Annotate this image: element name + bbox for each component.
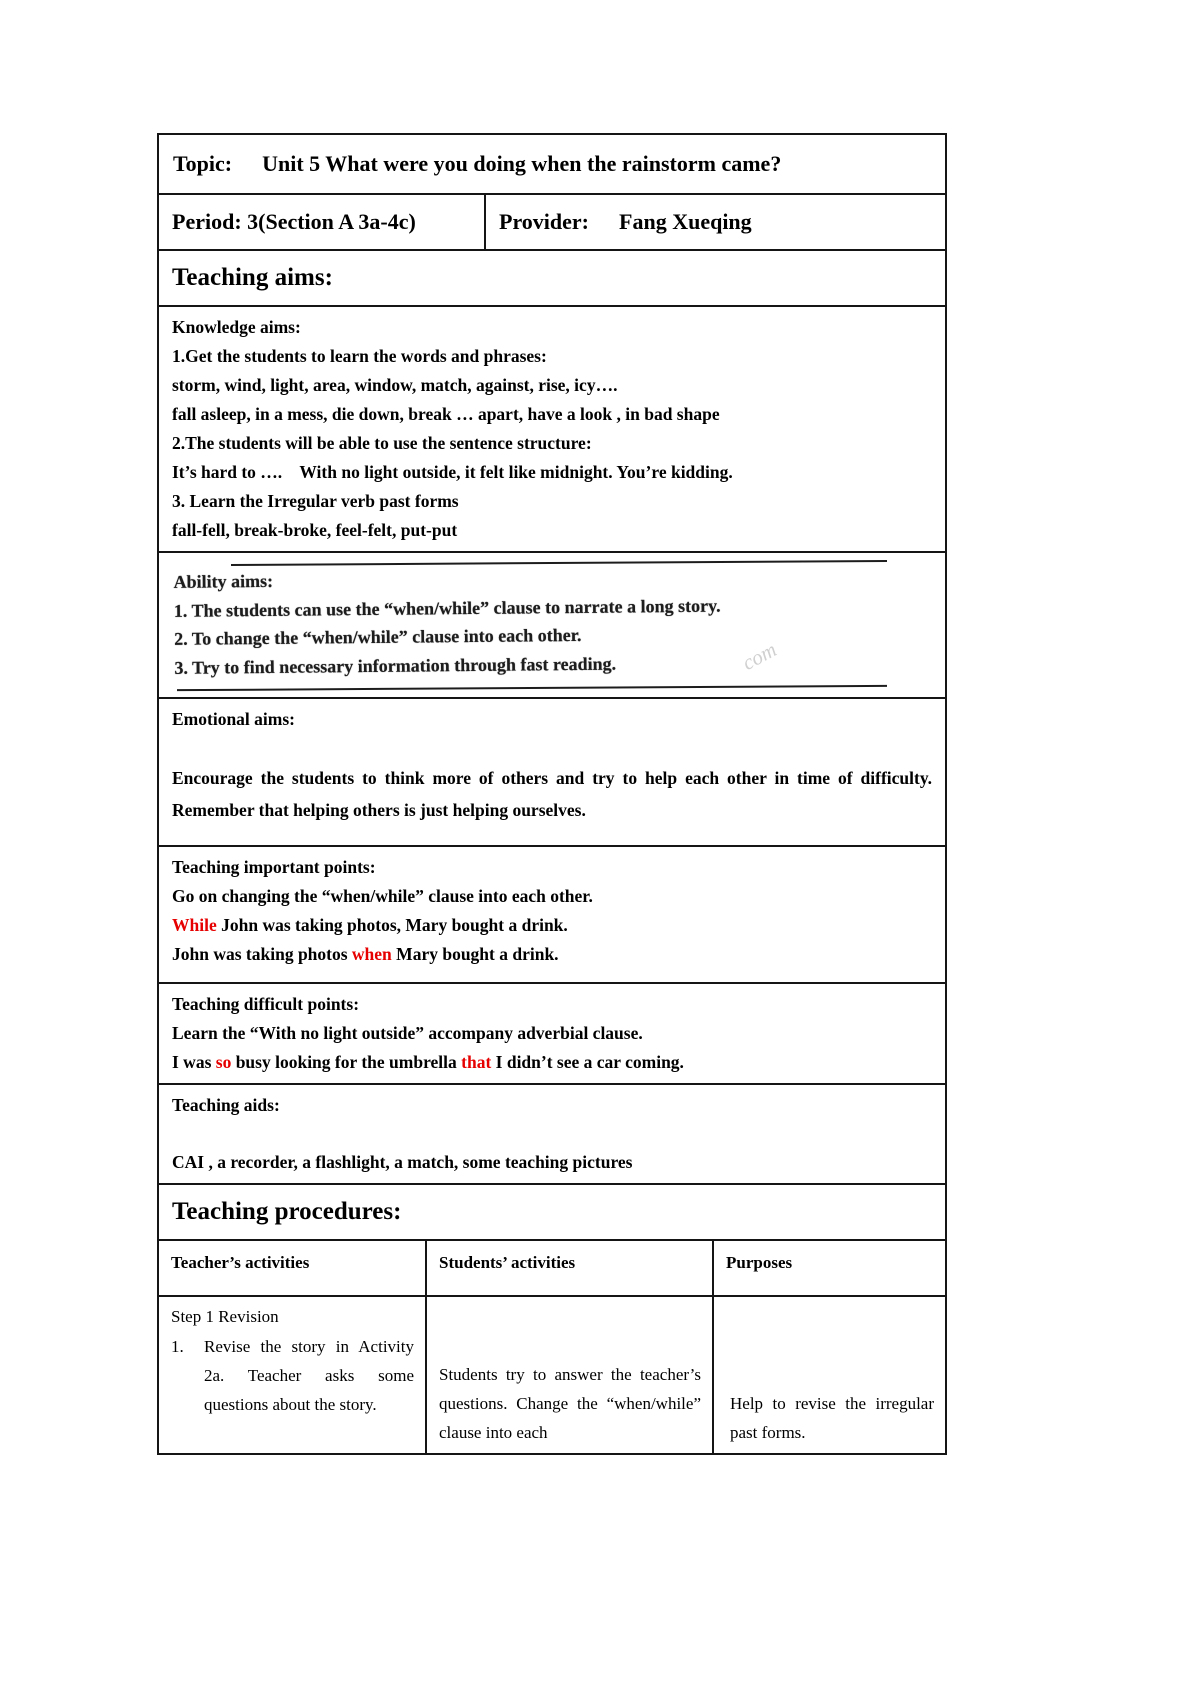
difficult-points-section <box>159 984 945 1085</box>
topic-label: Topic: <box>173 151 233 176</box>
highlighted-word: that <box>461 1052 492 1072</box>
important-line-text: John was taking photos <box>172 944 352 964</box>
period-cell <box>159 195 486 249</box>
important-line <box>172 940 932 969</box>
teaching-aids-section <box>159 1085 945 1185</box>
difficult-line-text: I was <box>172 1052 216 1072</box>
teacher-activities-cell <box>159 1297 427 1453</box>
scan-artifact-line <box>177 685 887 691</box>
difficult-line <box>172 1048 932 1077</box>
important-points-section <box>159 847 945 984</box>
period-text: Period: 3(Section A 3a-4c) <box>172 209 416 234</box>
knowledge-line: It’s hard to …. With no light outside, it felt like midnight. You’re kidding. <box>172 462 733 482</box>
highlighted-word: when <box>351 944 392 964</box>
ability-line: 3. Try to find necessary information through fast reading. <box>174 653 617 678</box>
provider-name: Fang Xueqing <box>619 209 752 234</box>
ability-aims-heading: Ability aims: <box>173 570 274 592</box>
students-text: Students try to answer the teacher’s questions. Change the “when/while” clause into each <box>439 1365 701 1442</box>
difficult-line-text: busy looking for the umbrella <box>231 1052 462 1072</box>
important-line-text: John was taking photos, Mary bought a drink. <box>216 915 568 935</box>
topic-row <box>159 135 945 195</box>
important-line-text: Mary bought a drink. <box>391 944 559 964</box>
purposes-cell <box>714 1297 945 1453</box>
knowledge-aims-heading: Knowledge aims: <box>172 317 301 337</box>
knowledge-aims-section <box>159 307 945 553</box>
students-activities-cell <box>427 1297 714 1453</box>
provider-cell <box>486 195 945 249</box>
item-number: 1. <box>171 1337 184 1356</box>
procedures-body-row <box>159 1297 945 1453</box>
important-line <box>172 911 932 940</box>
procedures-header-students <box>427 1241 714 1295</box>
ability-line: 1. The students can use the “when/while” clause to narrate a long story. <box>173 595 721 621</box>
period-provider-row <box>159 195 945 251</box>
watermark-text: com <box>738 637 781 675</box>
knowledge-line: storm, wind, light, area, window, match, against, rise, icy…. <box>172 375 618 395</box>
emotional-aims-section <box>159 699 945 847</box>
knowledge-line: fall asleep, in a mess, die down, break … apart, have a look , in bad shape <box>172 404 720 424</box>
highlighted-word: so <box>215 1052 232 1072</box>
ability-aims-image <box>159 553 945 699</box>
item-text: Revise the story in Activity 2a. Teacher asks some questions about the story. <box>204 1337 414 1414</box>
procedures-header-teacher <box>159 1241 427 1295</box>
procedures-header-purposes <box>714 1241 945 1295</box>
difficult-line-text: I didn’t see a car coming. <box>491 1052 684 1072</box>
knowledge-line: 1.Get the students to learn the words and phrases: <box>172 346 547 366</box>
topic-title: Unit 5 What were you doing when the rainstorm came? <box>262 151 782 176</box>
ability-line: 2. To change the “when/while” clause into each other. <box>174 624 582 649</box>
teaching-aims-heading: Teaching aims: <box>172 264 333 291</box>
highlighted-word: While <box>172 915 217 935</box>
blank-line <box>172 734 932 762</box>
important-points-heading: Teaching important points: <box>172 857 376 877</box>
provider-label: Provider: <box>499 209 590 234</box>
procedures-header-row <box>159 1241 945 1297</box>
blank-line <box>172 1120 932 1148</box>
numbered-item <box>171 1332 414 1419</box>
column-header-label: Teacher’s activities <box>171 1253 310 1272</box>
difficult-line: Learn the “With no light outside” accompany adverbial clause. <box>172 1023 643 1043</box>
knowledge-line: 3. Learn the Irregular verb past forms <box>172 491 459 511</box>
difficult-points-heading: Teaching difficult points: <box>172 994 360 1014</box>
knowledge-line: fall-fell, break-broke, feel-felt, put-put <box>172 520 458 540</box>
column-header-label: Purposes <box>726 1253 793 1272</box>
lesson-plan-table <box>157 133 947 1455</box>
teaching-procedures-heading-row <box>159 1185 945 1241</box>
teaching-aids-heading: Teaching aids: <box>172 1095 280 1115</box>
teaching-procedures-heading: Teaching procedures: <box>172 1198 402 1225</box>
step-title: Step 1 Revision <box>171 1307 279 1326</box>
teaching-aids-body: CAI , a recorder, a flashlight, a match, some teaching pictures <box>172 1152 633 1172</box>
purposes-text: Help to revise the irregular past forms. <box>730 1394 934 1442</box>
emotional-aims-body: Encourage the students to think more of others and try to help each other in time of difficulty. Remember that helping others is just helping ourselves. <box>172 768 932 820</box>
ability-aims-content <box>159 558 945 684</box>
column-header-label: Students’ activities <box>439 1253 576 1272</box>
teaching-aims-heading-row <box>159 251 945 307</box>
important-line: Go on changing the “when/while” clause into each other. <box>172 886 593 906</box>
knowledge-line: 2.The students will be able to use the sentence structure: <box>172 433 592 453</box>
emotional-aims-heading: Emotional aims: <box>172 709 295 729</box>
